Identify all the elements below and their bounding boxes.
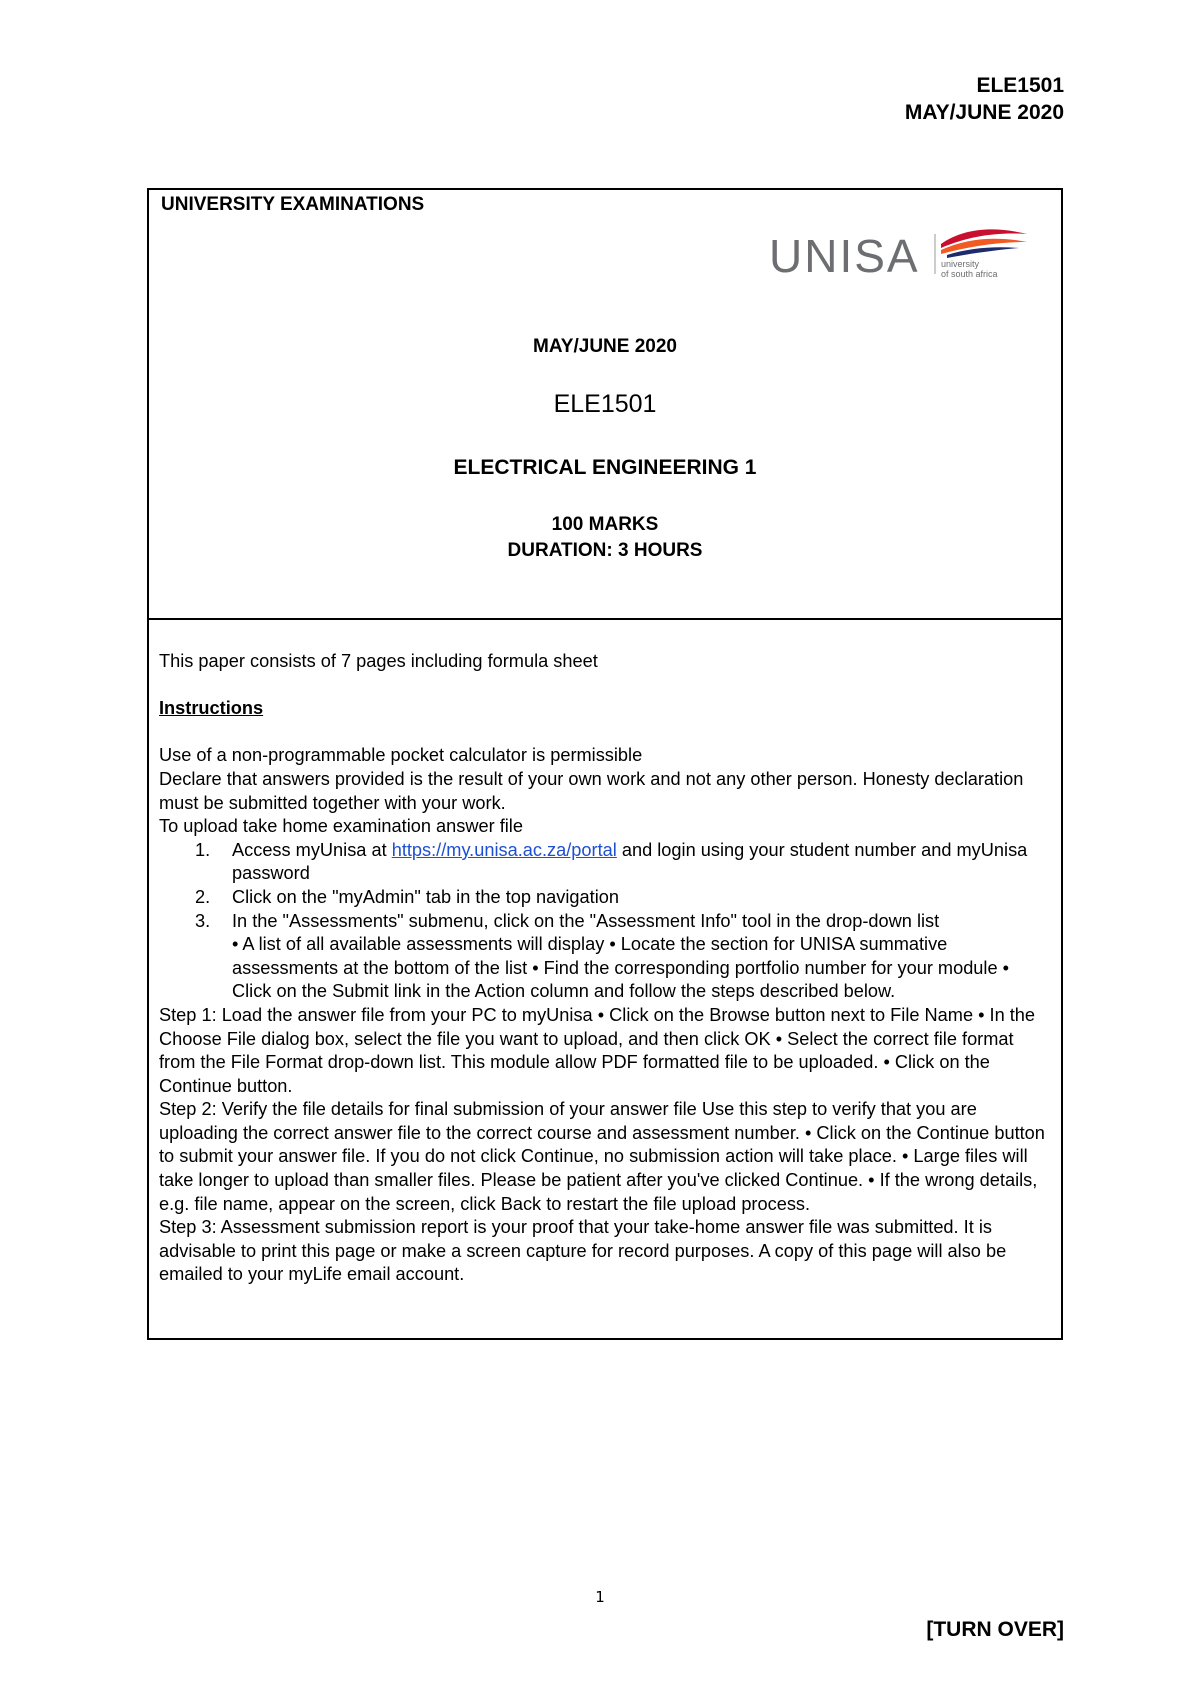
cover-box [147, 188, 1063, 620]
upload-step-3 [159, 910, 1051, 1004]
step2-paragraph: Step 2: Verify the file details for final submission of your answer file Use this step to verify that you are uploading the correct answer file to the correct course and assessment number. • Click on the Continue button to submit your answer file. If you do not click Continue, no submission action will take place. • Large files will take longer to upload than smaller files. Please be patient after you've clicked Continue. • If the wrong details, e.g. file name, appear on the screen, click Back to restart the file upload process. [159, 1099, 1045, 1214]
logo-tagline-2: of south africa [941, 269, 998, 279]
logo-tagline-1: university [941, 259, 980, 269]
unisa-wordmark: UNISA [769, 230, 920, 280]
unisa-logo [769, 224, 1031, 280]
pages-note: This paper consists of 7 pages including formula sheet [159, 651, 598, 671]
upload-step-2 [159, 886, 1051, 910]
upload-step-1 [159, 839, 1051, 886]
upload-steps-list [159, 839, 1051, 1004]
step1-paragraph: Step 1: Load the answer file from your PC to myUnisa • Click on the Browse button next to File Name • In the Choose File dialog box, select the file you want to upload, and then click OK • Select the correct file format from the File Format drop-down list. This module allow PDF formatted file to be uploaded. • Click on the Continue button. [159, 1004, 1036, 1096]
university-examinations-label: UNIVERSITY EXAMINATIONS [161, 194, 425, 215]
course-code: ELE1501 [553, 390, 657, 418]
course-title: ELECTRICAL ENGINEERING 1 [453, 456, 757, 479]
step-number: 2. [195, 886, 211, 907]
marks-duration-block [149, 512, 1061, 564]
step3-text: In the "Assessments" submenu, click on the "Assessment Info" tool in the drop-down list [232, 910, 940, 931]
upload-intro: To upload take home examination answer file [159, 816, 523, 837]
step-number: 1. [195, 839, 211, 860]
step3-detail: • A list of all available assessments will display • Locate the section for UNISA summative assessments at the bottom of the list • Find the corresponding portfolio number for your module • Click on the Submit link in the Action column and follow the steps described below. [232, 934, 1010, 1002]
step1-text-pre: Access myUnisa at [232, 839, 387, 860]
instructions-box [147, 618, 1063, 1340]
total-marks: 100 MARKS [551, 514, 659, 535]
instructions-heading: Instructions [159, 698, 264, 719]
exam-session: MAY/JUNE 2020 [533, 336, 677, 357]
step-number: 3. [195, 910, 211, 931]
header-course-code: ELE1501 [976, 74, 1064, 97]
duration: DURATION: 3 HOURS [507, 540, 703, 561]
instructions-content [159, 650, 1051, 1287]
step1-text-post: and login using your student number and myUnisa password [232, 839, 1028, 884]
header-course-code-block [905, 72, 1064, 126]
page-number: 1 [595, 1588, 605, 1606]
turn-over-label: [TURN OVER] [926, 1618, 1064, 1641]
declaration-note: Declare that answers provided is the result of your own work and not any other person. Honesty declaration must be submitted together with your work. [159, 768, 1024, 813]
step2-text: Click on the "myAdmin" tab in the top navigation [232, 886, 619, 907]
myunisa-portal-link[interactable]: https://my.unisa.ac.za/portal [391, 839, 617, 860]
header-session: MAY/JUNE 2020 [904, 101, 1064, 124]
step3-paragraph: Step 3: Assessment submission report is your proof that your take-home answer file was submitted. It is advisable to print this page or make a screen capture for record purposes. A copy of this page will also be emailed to your myLife email account. [159, 1217, 1007, 1285]
calculator-note: Use of a non-programmable pocket calculator is permissible [159, 745, 643, 766]
